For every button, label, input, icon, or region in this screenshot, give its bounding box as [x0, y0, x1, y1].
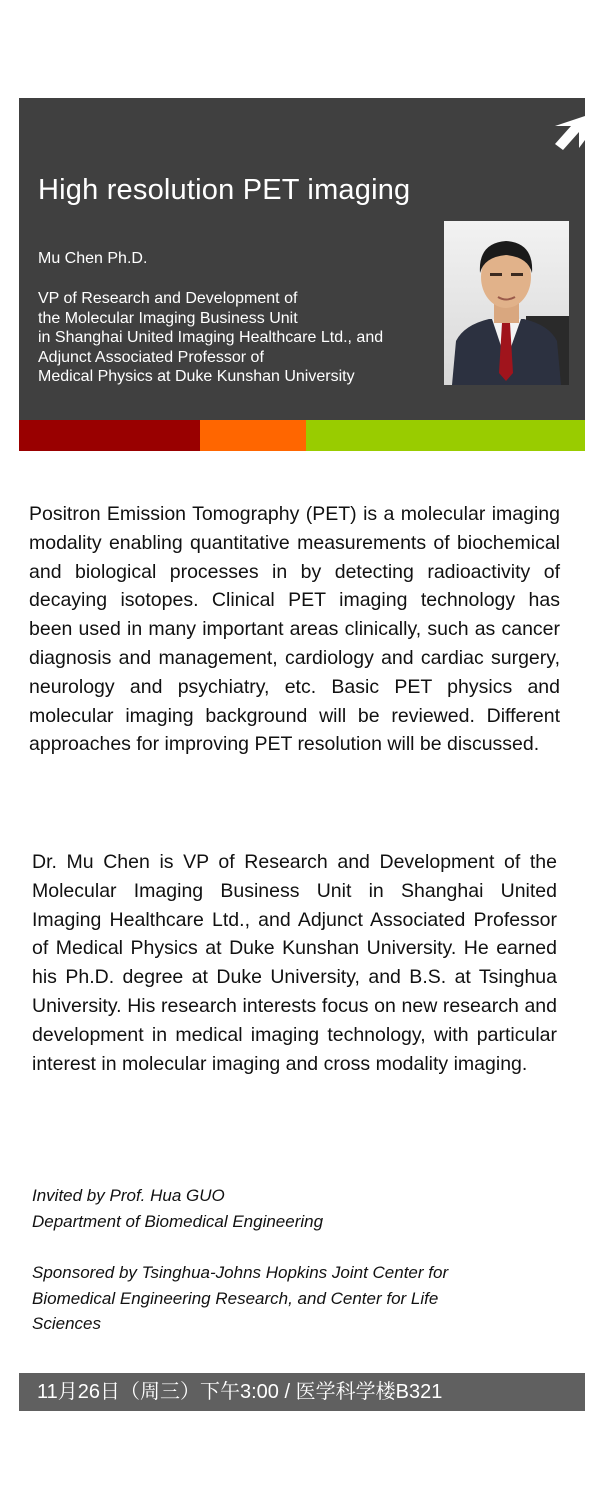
- speaker-affiliation: [38, 289, 438, 387]
- abstract-paragraph: Positron Emission Tomography (PET) is a molecular imaging modality enabling quantitative measurements of biochemical and biological processes in by detecting radioactivity of decaying isotopes. Clinical PET imaging technology has been used in many important areas clinically, such as cancer diagnosis and management, cardiology and cardiac surgery, neurology and psychiatry, etc. Basic PET physics and molecular imaging background will be reviewed. Different approaches for improving PET resolution will be discussed.: [29, 503, 560, 756]
- speaker-bio-paragraph: Dr. Mu Chen is VP of Research and Development of the Molecular Imaging Business Unit in Shanghai United Imaging Healthcare Ltd., and Adjunct Associated Professor of Medical Physics at Duke Kunshan University. He earned his Ph.D. degree at Duke University, and B.S. at Tsinghua University. His research interests focus on new research and development in medical imaging technology, with particular interest in molecular imaging and cross modality imaging.: [32, 851, 557, 1075]
- affiliation-line: in Shanghai United Imaging Healthcare Ltd., and: [38, 329, 384, 346]
- arrow-up-right-icon: [553, 110, 585, 150]
- affiliation-line: VP of Research and Development of: [38, 290, 298, 307]
- invited-by: Invited by Prof. Hua GUO: [32, 1186, 225, 1205]
- sponsor-line: Sponsored by Tsinghua-Johns Hopkins Joint Center for: [32, 1263, 449, 1282]
- affiliation-line: the Molecular Imaging Business Unit: [38, 309, 298, 327]
- speaker-name: Mu Chen Ph.D.: [38, 250, 148, 267]
- header-banner: [19, 98, 585, 420]
- affiliation-line: Medical Physics at Duke Kunshan University: [38, 368, 355, 385]
- talk-title: High resolution PET imaging: [38, 174, 411, 206]
- event-time-location: 11月26日（周三）下午3:00 / 医学科学楼B321: [19, 1373, 585, 1411]
- sponsor-note: [32, 1260, 552, 1337]
- sponsor-line: Sciences: [32, 1314, 101, 1333]
- speaker-photo: [444, 221, 569, 385]
- sponsor-line: Biomedical Engineering Research, and Center for Life: [32, 1288, 439, 1308]
- color-stripe-red: [19, 420, 200, 451]
- invitation-note: [32, 1183, 552, 1234]
- affiliation-line: Adjunct Associated Professor of: [38, 348, 264, 366]
- department: Department of Biomedical Engineering: [32, 1211, 324, 1231]
- color-stripe-orange: [200, 420, 306, 451]
- color-stripe-green: [306, 420, 585, 451]
